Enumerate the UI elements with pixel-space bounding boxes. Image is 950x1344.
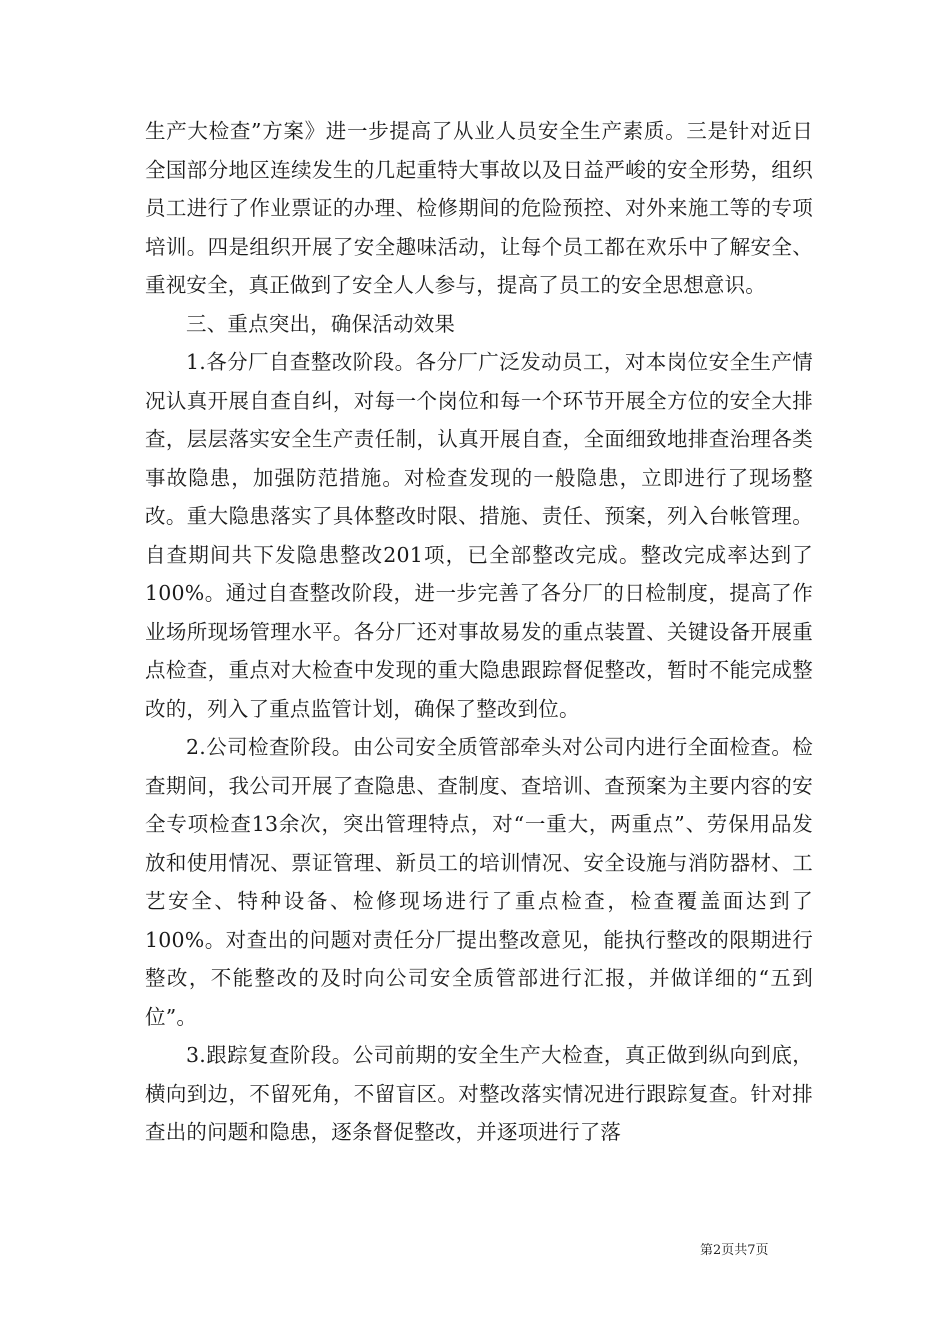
- paragraph-company-inspection: 2.公司检查阶段。由公司安全质管部牵头对公司内进行全面检查。检查期间，我公司开展了查隐患、查制度、查培训、查预案为主要内容的安全专项检查13余次，突出管理特点，对“一重大，两重点”、劳保用品发放和使用情况、票证管理、新员工的培训情况、安全设施与消防器材、工艺安全、特种设备、检修现场进行了重点检查，检查覆盖面达到了100%。对查出的问题对责任分厂提出整改意见，能执行整改的限期进行整改，不能整改的及时向公司安全质管部进行汇报，并做详细的“五到位”。: [145, 735, 813, 1029]
- page-number-footer: 第2页共7页: [700, 1243, 769, 1258]
- paragraph-follow-up: 3.跟踪复查阶段。公司前期的安全生产大检查，真正做到纵向到底，横向到边，不留死角，不留盲区。对整改落实情况进行跟踪复查。针对排查出的问题和隐患，逐条督促整改，并逐项进行了落: [145, 1043, 813, 1144]
- paragraph-continuation: 生产大检查”方案》进一步提高了从业人员安全生产素质。三是针对近日全国部分地区连续发生的几起重特大事故以及日益严峻的安全形势，组织员工进行了作业票证的办理、检修期间的危险预控、对外来施工等的专项培训。四是组织开展了安全趣味活动，让每个员工都在欢乐中了解安全、重视安全，真正做到了安全人人参与，提高了员工的安全思想意识。: [145, 119, 813, 297]
- document-body: [145, 112, 813, 1152]
- section-heading: 三、重点突出，确保活动效果: [186, 311, 456, 336]
- paragraph-self-inspection: 1.各分厂自查整改阶段。各分厂广泛发动员工，对本岗位安全生产情况认真开展自查自纠，对每一个岗位和每一个环节开展全方位的安全大排查，层层落实安全生产责任制，认真开展自查，全面细致地排查治理各类事故隐患，加强防范措施。对检查发现的一般隐患，立即进行了现场整改。重大隐患落实了具体整改时限、措施、责任、预案，列入台帐管理。自查期间共下发隐患整改201项，已全部整改完成。整改完成率达到了100%。通过自查整改阶段，进一步完善了各分厂的日检制度，提高了作业场所现场管理水平。各分厂还对事故易发的重点装置、关键设备开展重点检查，重点对大检查中发现的重大隐患跟踪督促整改，暂时不能完成整改的，列入了重点监管计划，确保了整改到位。: [145, 350, 813, 721]
